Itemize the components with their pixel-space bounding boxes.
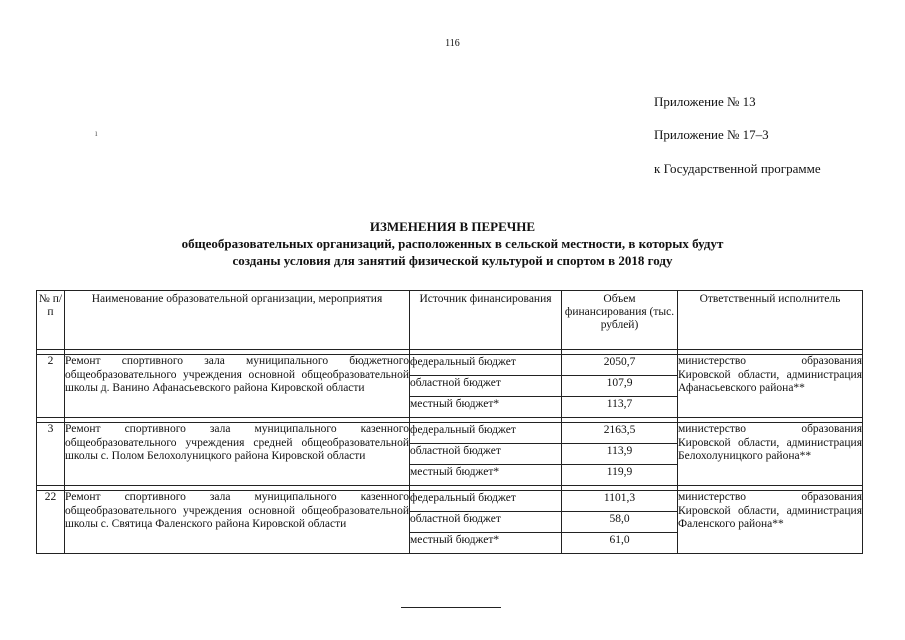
- header-name: Наименование образовательной организации, мероприятия: [65, 291, 410, 350]
- annex-line-3: к Государственной программе: [654, 161, 821, 176]
- header-source: Источник финансирования: [410, 291, 562, 350]
- funding-amount: 1101,3: [562, 491, 678, 512]
- annex-line-1: Приложение № 13: [654, 94, 756, 109]
- footnote-separator: [401, 607, 501, 608]
- scan-mark: ı: [95, 128, 98, 138]
- funding-amount: 2050,7: [562, 355, 678, 376]
- annex-line-2: Приложение № 17–3: [654, 127, 769, 142]
- row-executor: министерство образования Кировской области, администрация Фаленского района**: [678, 491, 863, 554]
- table-row: [37, 355, 863, 376]
- header-executor: Ответственный исполнитель: [678, 291, 863, 350]
- funding-amount: 113,7: [562, 397, 678, 418]
- row-num: 22: [37, 491, 65, 554]
- header-num: № п/п: [37, 291, 65, 350]
- row-name: Ремонт спортивного зала муниципального казенного общеобразовательного учреждения средней общеобразовательной школы с. Полом Белохолуницкого района Кировской области: [65, 423, 410, 486]
- changes-table: [36, 290, 863, 554]
- funding-source: областной бюджет: [410, 444, 562, 465]
- table-header-row: [37, 291, 863, 350]
- row-name: Ремонт спортивного зала муниципального казенного общеобразовательного учреждения основной общеобразовательной школы с. Святица Фаленского района Кировской области: [65, 491, 410, 554]
- page-number: 116: [445, 38, 460, 49]
- funding-source: местный бюджет*: [410, 397, 562, 418]
- title-line-2: общеобразовательных организаций, расположенных в сельской местности, в которых будут: [181, 236, 724, 251]
- funding-source: федеральный бюджет: [410, 355, 562, 376]
- funding-source: федеральный бюджет: [410, 423, 562, 444]
- funding-amount: 58,0: [562, 512, 678, 533]
- funding-amount: 113,9: [562, 444, 678, 465]
- funding-amount: 61,0: [562, 533, 678, 554]
- funding-source: областной бюджет: [410, 376, 562, 397]
- title-line-1: ИЗМЕНЕНИЯ В ПЕРЕЧНЕ: [369, 219, 536, 234]
- row-name: Ремонт спортивного зала муниципального бюджетного общеобразовательного учреждения основной общеобразовательной школы д. Ванино Афанасьевского района Кировской области: [65, 355, 410, 418]
- row-executor: министерство образования Кировской области, администрация Афанасьевского района**: [678, 355, 863, 418]
- funding-amount: 2163,5: [562, 423, 678, 444]
- funding-source: федеральный бюджет: [410, 491, 562, 512]
- funding-source: областной бюджет: [410, 512, 562, 533]
- funding-amount: 107,9: [562, 376, 678, 397]
- row-num: 2: [37, 355, 65, 418]
- document-title: [0, 218, 905, 269]
- table-row: [37, 491, 863, 512]
- funding-source: местный бюджет*: [410, 533, 562, 554]
- row-executor: министерство образования Кировской области, администрация Белохолуницкого района**: [678, 423, 863, 486]
- title-line-3: созданы условия для занятий физической культурой и спортом в 2018 году: [232, 253, 673, 268]
- funding-source: местный бюджет*: [410, 465, 562, 486]
- funding-amount: 119,9: [562, 465, 678, 486]
- header-amount: Объем финансирования (тыс. рублей): [562, 291, 678, 350]
- row-num: 3: [37, 423, 65, 486]
- table-row: [37, 423, 863, 444]
